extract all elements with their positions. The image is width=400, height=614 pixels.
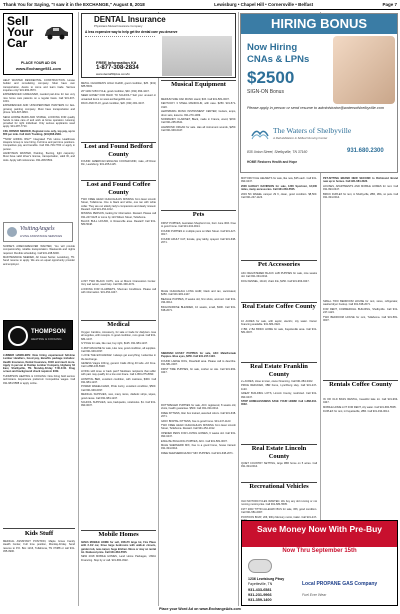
waters-name: The Waters of Shelbyville xyxy=(273,126,352,135)
waters-phone[interactable]: 931.680.2300 xyxy=(347,148,384,154)
classified-listing: TWO FREE HEAD CHIHUAHUAS MISSING from East Lincoln Street, Tullahoma. Reward. Call 931-454-1012. xyxy=(161,424,236,431)
classified-listing: 3/2bth MOBILE HOME for sell, 16ftx70 large lot, Fire Place with 2-1/2 car, three large bedrooms with walk-in closets, garden tub, new carpet, huge kitchen. Move or stay on rental lot. Reduced price. Call 931-684-5505. xyxy=(81,541,156,554)
header-left: Thank You for Saying, "I saw it in the EXCHANGE," August 8, 2018 xyxy=(3,2,145,7)
medical-listings xyxy=(81,331,156,481)
classified-listing: MISSING PERSON, looking for information. Reward. Please call 931-247-9125 or come by 124 Wilson Street, Tullahoma. xyxy=(81,212,156,219)
classified-listing: GRAY BORTAL KITTENS, free to good home. 931-247-1123. xyxy=(161,419,232,423)
propane-brand: Local PROPANE GAS Company xyxy=(302,581,378,587)
classified-listing: GENEVA Viagra 100mg, generic Cialis 20mg 40 tabs +10 Free. Call 1-888-445-5928. xyxy=(81,362,156,369)
classified-listing: NEED HOME? FOR BACK TO SCHOOL? Sell your unused or unwanted items on www.exchange931.com. xyxy=(81,94,156,101)
classified-listing: FIRST TIME PUPPIES, for sale, mother on site. Call 931-993-0447. xyxy=(161,367,236,374)
dental-url[interactable]: www.dental50plus.com/tn xyxy=(96,72,131,76)
classified-listing: PACK AND PLAY, good condition, $20. (931) 001-3247. xyxy=(81,102,145,106)
classified-listing: BRICK DUPLEX for rent, in Shelbyville, 2BR, 1BA, no pets. Call 931-334-0014. xyxy=(323,192,398,199)
classified-listing: EXPERIENCED CAREGIVER, needed part-time for two very nice home care patients on a regular basis. Call 931-307-1001. xyxy=(3,93,75,103)
classified-listing: FOUND: AMERICAN ENGLISH COONHOUND, male, off Dixon Rd., Lewisburg. 931-265-1125. xyxy=(81,160,156,167)
classified-listing: DUPLEX for rent, in Fayetteville, 2BR. Call 931-334-0014. xyxy=(323,410,390,414)
classified-listing: ROTTWEILER PUPPIES for sale, AKC registered, 8 weeks old, shots, health guarantee. $500. Call 931-334-0014. xyxy=(161,404,236,411)
section-pets: Pets xyxy=(192,211,205,218)
classified-listing: 1977 2003 TITTIN ALLEGRO BUS for sale, 36ft, good condition. Call 931-581-0007. xyxy=(241,507,317,515)
waters-motto: HOME Restores Health and Hope xyxy=(247,160,298,164)
sell-ad-line2: Your xyxy=(7,25,34,39)
classified-listing: BLACK BULL HOUND, in Rosenville area. Reward! Call 931-580-5048. xyxy=(81,220,156,227)
classified-listing: HOUSES, APARTMENTS AND MOBILE HOMES for rent. Call 931-993-0447. xyxy=(323,184,398,192)
classified-listing: 26" GIRL'S BICYCLE, good condition, $40. (931) 993-4447. xyxy=(81,89,150,93)
section-medical: Medical xyxy=(107,321,130,328)
classified-listing: MOTORCYCLE HELMETS for sale, like new, $35 each. Call 931-993-0447. xyxy=(241,177,317,184)
section-pet-accessories: Pet Accessories xyxy=(257,261,301,268)
section-real-estate-franklin: Real Estate Franklin County xyxy=(250,363,308,378)
propane-address: 1236 Lewisburg Pkwy xyxy=(248,577,285,581)
thompson-sub: HEATING & COOLING xyxy=(31,337,62,341)
pets-listings xyxy=(161,290,236,350)
sell-ad-cta: PLACE YOUR AD ON xyxy=(20,61,56,65)
help-wanted-listings xyxy=(3,79,75,219)
classified-listing: NORMANDY CLARINET, Black, made in France, wood, $150. Call 931-295-6641. xyxy=(161,118,236,125)
recreational-listings xyxy=(241,177,317,235)
sell-ad-url[interactable]: www.Exchange931.com xyxy=(15,66,62,71)
section-rentals-coffee: Rentals Coffee County xyxy=(329,381,392,388)
classified-listing: POWER WHEELCHAIR, Pride Jazzy, excellent condition, $500. Call 931-993-0037. xyxy=(81,385,156,392)
propane-phone1[interactable]: 931-433-6581 xyxy=(248,588,272,592)
column-divider xyxy=(158,12,159,606)
classified-listing: 3 BR, 2 BA BRICK HOME for sale, Fayetteville area. Call 931-581-0007. xyxy=(241,327,317,335)
classified-listing: Oxygen Caroline, Accessory, for sale or trade for dialyzers. Has all supplies, with receipts. In good condition, runs great. Call 931-684-1247. xyxy=(81,331,156,341)
section-rule xyxy=(3,528,75,529)
dental-title: DENTAL Insurance xyxy=(94,15,166,24)
classified-listing: LIVING with knee or back pain? Medicare recipients that suffer with pain may qualify for a low cost brace. Call 1-800-275-8093. xyxy=(81,369,156,377)
header-center: Lewisburg • Chapel Hill • Cornersville • Belfast xyxy=(214,2,314,7)
classified-listing: IN OR OLD BASS RENTAL, beautiful lake lot. Call 931-993-0447. xyxy=(323,398,398,405)
classified-listing: FOUND LARGE DOG, Rosefield area. Please call to describe. 931-581-0007. xyxy=(161,359,236,367)
hiring-bonus-ad[interactable] xyxy=(240,13,398,173)
dental-tagline: A less expensive way to help get the dental care you deserve xyxy=(85,30,178,34)
waters-logo-icon xyxy=(251,126,269,140)
propane-sub: Now Thru September 15th xyxy=(282,548,357,554)
rentals-listings xyxy=(323,300,398,366)
mobile-homes-listings xyxy=(81,541,156,606)
visiting-angels-name: VisitingAngels xyxy=(20,226,55,232)
lost-found-listings xyxy=(81,198,156,278)
dental-info: FREE Information Kit xyxy=(96,60,137,65)
page-footer: Place your Word Ad on www.ExchangeAds.com xyxy=(159,607,241,611)
classified-listing: FOR RENT, COMMERCIAL BUILDING, Shelbyville. Call 931-247-1123. xyxy=(323,307,398,315)
classified-listing: LEWISBURG MUSIC INSTRUMENT CENTER, Guitars, amps, drum sets, lessons. 931-270-1009. xyxy=(161,110,236,117)
sell-your-car-ad[interactable] xyxy=(3,13,73,75)
section-recreational: Recreational Vehicles xyxy=(249,483,309,490)
thompson-ad[interactable] xyxy=(3,320,73,350)
classified-listing: MOBILE HOME LOT FOR RENT, city water. Call 931-684-5505. xyxy=(323,405,397,409)
pets-listings xyxy=(161,222,236,288)
waters-sub: A Rehabilitation & Skilled Nursing Center xyxy=(273,136,328,140)
classified-listing: NEW 2018 MOBILE HOMES, Land Home Packages, USDA Financing. Stop by or call. 931-684-3322. xyxy=(81,555,156,562)
propane-tank-icon xyxy=(248,559,272,573)
lost-found-listings xyxy=(81,280,156,318)
classified-listing: PET-SITTING BRAND NEW SECOND to Richmond Brand new up to homes. Call 931-684-3322. xyxy=(323,177,398,184)
classified-listing: FREE KITTENS, litter box trained, assorted colors. Call 931-638-2071. xyxy=(161,411,236,419)
classified-listing: AKC REGISTERED BLACK LAB PUPPIES for sale, nine weeks old. Call 931-334-0014. xyxy=(241,272,317,279)
dental-photo xyxy=(162,36,232,76)
hiring-apply: Please apply in person or send resume to administrator@watersofshelbyville.com xyxy=(247,106,385,110)
classified-listing: HELP WANTED RESIDENTIAL CONSTRUCTION. House builder and remodeling company. Must have own transportation, desire to come and learn trade. Serious inquiries only! 931-993-0573. xyxy=(3,79,75,92)
classified-listing: MAINTENANCE NEEDED, All Coast Seizer. Lewisburg, TN. Send resume to apply. We are an equal opportunity provider and employer. xyxy=(3,256,75,266)
sell-ad-line3: Car xyxy=(7,36,28,50)
classified-listing: C-PAP MACHINE for sale, Like new, good condition, all supplies. Call 931-993-0037. xyxy=(81,346,156,353)
classified-listing: ENGLISH BULLDOG PUPPIES, AKC. Call 931-581-0007. xyxy=(161,439,228,443)
classified-listing: FOUND ADULT CAT, female, gray tabby, spayed. Call 931-638-2071. xyxy=(161,237,236,244)
classified-listing: MEDIUM SIZE OAK MUSIC stand, $15. Call 931-581-0007. xyxy=(161,98,230,101)
classified-listing: QUIET COUNTRY SETTING, large 3BR home on 5 acres. Call 931-334-0014. xyxy=(241,462,317,469)
propane-footer: Fuel Ever Wear xyxy=(302,593,327,597)
nurse-photo xyxy=(333,36,395,104)
classified-listing: PONTOON BOAT, 20ft, 90hp Mercury motor, trailer. Call 931-247- xyxy=(241,515,317,519)
classified-listing: LOST TWO BLACK CATS, one at Mount Cranestown Center. Very sad owner, need help. Call 931-390-4471. xyxy=(81,280,156,287)
classified-listing: KENTUCKY 3 STEEL MANDOLIN, with case. $250. 931-571-3120. xyxy=(161,102,236,109)
propane-title: Save Money Now With Pre-Buy xyxy=(242,521,397,547)
section-real-estate-lincoln: Real Estate Lincoln County xyxy=(251,445,307,460)
classified-listing: MEDICAL SUPPLIES, new, many items, diabetic strips, wipes, good cause. Call 931-684-1247. xyxy=(81,393,156,400)
real-estate-listings xyxy=(241,462,317,482)
classified-listing: HAMMOND ORGAN for sale. Has all instrument sounds, $250. Call 931-993-0447. xyxy=(161,125,236,133)
angel-icon xyxy=(7,227,17,237)
header-right: Page 7 xyxy=(382,2,397,7)
section-kids-stuff: Kids Stuff xyxy=(24,530,54,537)
column-divider xyxy=(238,12,239,606)
propane-ad[interactable] xyxy=(241,520,398,606)
classified-listing: TWO BEDROOM HOUSE for rent, Tullahoma. Call 931-581-0007. xyxy=(323,315,398,322)
hiring-amount: $2500 xyxy=(247,68,295,87)
classified-listing: HANDYMAN WANTED, Painting, flooring, light carpentry. Must have valid driver's license, transportation, valid ID, and tools. Apply with references. 931-208-5502. xyxy=(3,152,75,162)
propane-city: Fayetteville, TN xyxy=(248,582,273,586)
rentals-listings xyxy=(323,177,398,247)
column-divider xyxy=(78,12,79,606)
classified-listing: HOSPITAL BED, excellent condition, with mattress, $300. Call 931-684-1247. xyxy=(81,377,156,384)
section-lost-found-bedford: Lost and Found Bedford County xyxy=(84,143,153,158)
pets-listings xyxy=(161,352,236,402)
pets-listings xyxy=(161,404,236,606)
hiring-bonus-text: SIGN-ON Bonus xyxy=(247,89,284,95)
classified-listing: SIBERIAN HUSKY PUPPIES for sale, AKC Male/Female Puppies. Blue eyes, $350. Call 931-247-1123. xyxy=(161,352,236,359)
hiring-line1: Now Hiring xyxy=(247,42,298,53)
page-header xyxy=(0,0,400,10)
classified-listing: MEDICAL ASSISTANT POSITION, Maple Grove Family Health Center, Full time position, Monday-Friday. Send resume to P.O. Box 1216, Tullahoma, TN 37388 or call 931-455-0900. xyxy=(3,540,75,553)
visiting-angels-ad[interactable] xyxy=(3,222,73,242)
classified-listing: 2+ ACRES, close to town, owner financing. Call 931-684-3322. xyxy=(241,380,314,383)
propane-phone2[interactable]: 931-231-9966 xyxy=(248,593,272,597)
classified-listing: IV POLE for sale, like new, buy right, $125. 931-684-1247. xyxy=(81,342,148,346)
classified-listing: FOUND PUPPIES in multiple pens on Main Street. Call 931-427-0017. xyxy=(161,229,236,237)
classified-listing: STOP HOMELESSNESS SAVE YOUR HOME! Call 1-888-204-0002. xyxy=(241,400,317,407)
kids-stuff-listings xyxy=(81,82,156,142)
propane-phone3[interactable]: 931-359-1400 xyxy=(248,598,272,602)
classified-listing: FREE SHEPHERD/HUSKY MIX PUPPIES. Call 931-638-2071. xyxy=(161,451,234,455)
dental-phone[interactable]: 1-877-308-2834 xyxy=(96,65,139,71)
classified-listing: **NOW HIRING RNs** Integrated TVA Home Healthcare Hospice Group is now hiring. Full time and part time positions. Competitive pay and benefits. Call 931-729-7700 or apply in person. xyxy=(3,137,75,151)
waters-address: 835 Union Street, Shelbyville, TN 37160 xyxy=(247,150,308,154)
section-real-estate-coffee: Real Estate Coffee County xyxy=(242,303,316,310)
classified-listing: DOG KENNEL, 10x10, chain link, $150. Call 931-993-0447. xyxy=(241,279,310,283)
classified-listing: OPENED PENS FOR LOVING HOMES, 6 weeks old. Call 931-993-0447. xyxy=(161,431,236,439)
thompson-name: THOMPSON xyxy=(31,329,66,335)
real-estate-listings xyxy=(241,320,317,360)
classified-listing: EXPERIENCED AND UNSUPERVISED PAINTERS for fast-growing painting company. Must have transportation and phone. 931-607-9816. xyxy=(3,104,75,115)
classified-listing: 10 ACRES for sale, with septic, electric, city water. Owner financing available. 931-684-3322. xyxy=(241,320,317,327)
sell-ad-line1: Sell xyxy=(7,14,29,28)
classified-listing: CDL DRIVER NEEDED, Regional runs only, top pay, up to $50 per mile. Call Hoth Trucking, (931)368-2939. xyxy=(3,129,75,137)
classified-listing: FIRST PUPPIES, Australian Shepherd mix, born June 30th. Free to good home. Call 931-334-0014. xyxy=(161,222,236,229)
dental-sub: Physicians Mutual Insurance Company xyxy=(94,24,143,28)
visiting-angels-sub: LIVING ASSISTANCE SERVICES xyxy=(20,234,63,238)
rentals-listings xyxy=(323,398,398,488)
musical-listings xyxy=(161,98,236,208)
checkbox-icon xyxy=(85,36,155,56)
classified-listing: 2003 5th WHEEL camper 29 ft, clean, good condition. $8,500. Call 931-247-1123. xyxy=(241,192,317,199)
classified-listing: METAL CHILDREN'S HIGH CHAIR, good condition, $25. (931) 685-5503. xyxy=(81,82,156,89)
dental-insurance-ad[interactable] xyxy=(81,13,236,78)
classified-listing: NURSE'S AIDE/CAREGIVER WANTED, You will provide companionship, reliable transportation. Weekends and nights required. Flexible scheduling. Call 931-238-6000. xyxy=(3,245,75,255)
section-musical: Musical Equipment xyxy=(171,81,226,88)
classified-listing: SMALL TWO BEDROOM HOUSE for rent, stove, refrigerator, washer/dryer hookup. Call 931-638-2071. xyxy=(323,300,398,307)
classified-listing: OLD MOTORCYCLES WANTED. We buy any old running or not running motorcycles. Call 931-684-5505. xyxy=(241,500,317,507)
help-wanted-listings xyxy=(3,354,75,454)
section-mobile-homes: Mobile Homes xyxy=(98,531,139,538)
classified-listing: LUMBER HANDLERS: Now hiring experienced full-time Lumber Handlers, Good pay, Benefits package includes: Health Insurance, Dental Insurance, 401K and much more. Apply in person at Dunlap Lumber Company, Highway 64 East, Shelbyville, TN. Monday-Friday 7:00-3:30. Drug screen and background check required. EOE. xyxy=(3,354,75,374)
thompson-logo-icon xyxy=(8,326,28,346)
classified-listing: BEAGLE PUPPIES, 8 weeks old, first shots, wormed. Call 931-334-0014. xyxy=(161,297,236,305)
classified-listing: SENA HORSE BARN AND STABLE, LOOKING FOR quality hands to take care of and work at horse operation. Housing provided for right individual. Only serious applicants need apply. 931-287-7710. xyxy=(3,115,75,129)
classified-listing: MALE CHIHUAHUA LONG HAIR, black and tan, vaccinated, $250. Call 931-993-1447. xyxy=(161,290,236,297)
medical-listings xyxy=(3,540,75,606)
classified-listing: SCHOOL SUPPLIES, new, backpacks, notebooks. $1. Call 931-993-0037. xyxy=(81,401,156,408)
classified-listing: MALE SHEPHERD MIX, free to a good home, house trained. 931-334-0014. xyxy=(161,444,236,451)
classified-listing: TWO FREE HEAD CHIHUAHUAS MISSING from East Lincoln Street, Tullahoma. One is black and white, one tan with white collar. They are our elderly lady's companions and dearly missed. Reward. Call 931-454-1012. xyxy=(81,198,156,211)
help-wanted-listings xyxy=(3,245,75,315)
classified-listing: PRICE REDUCED, 3BR home, Lynchburg Hwy. Call 931-247-1123. xyxy=(241,384,317,391)
real-estate-listings xyxy=(241,380,317,424)
classified-listing: GREAT BUILDING LOTS, Lincoln County, restricted. Call 931-993-0447. xyxy=(241,392,317,399)
lost-found-listings xyxy=(81,160,156,178)
pet-accessories-listings xyxy=(241,272,317,300)
hiring-title: HIRING BONUS xyxy=(241,14,397,34)
hiring-line2: CNAs & LPNs xyxy=(247,54,310,65)
classified-listing: THOMPSON HEATING & COOLING: Now hiring field service technicians. Experience preferred. Competitive wages. Call 931-684-5588 or apply online. xyxy=(3,374,75,385)
classified-listing: I LOVE THE EXCHANGE! I always get everything I advertise in the Exchange. xyxy=(81,354,156,361)
classified-listing: BICHON/FRISE BLENDED, 10 weeks, small, $300. Call 931-638-2071. xyxy=(161,305,236,312)
car-icon xyxy=(43,24,69,40)
classified-listing: 2006 HARLEY DAVIDSON for sale, 1200 Sportster, 12,000 miles, many accessories. Call 931-684-5505. xyxy=(241,184,317,192)
section-lost-found-coffee: Lost and Found Coffee County xyxy=(86,181,151,196)
classified-listing: LOOKING FOR CLARINETS, Sherman Conditions. Please call with information. 931-454-4447. xyxy=(81,287,156,295)
